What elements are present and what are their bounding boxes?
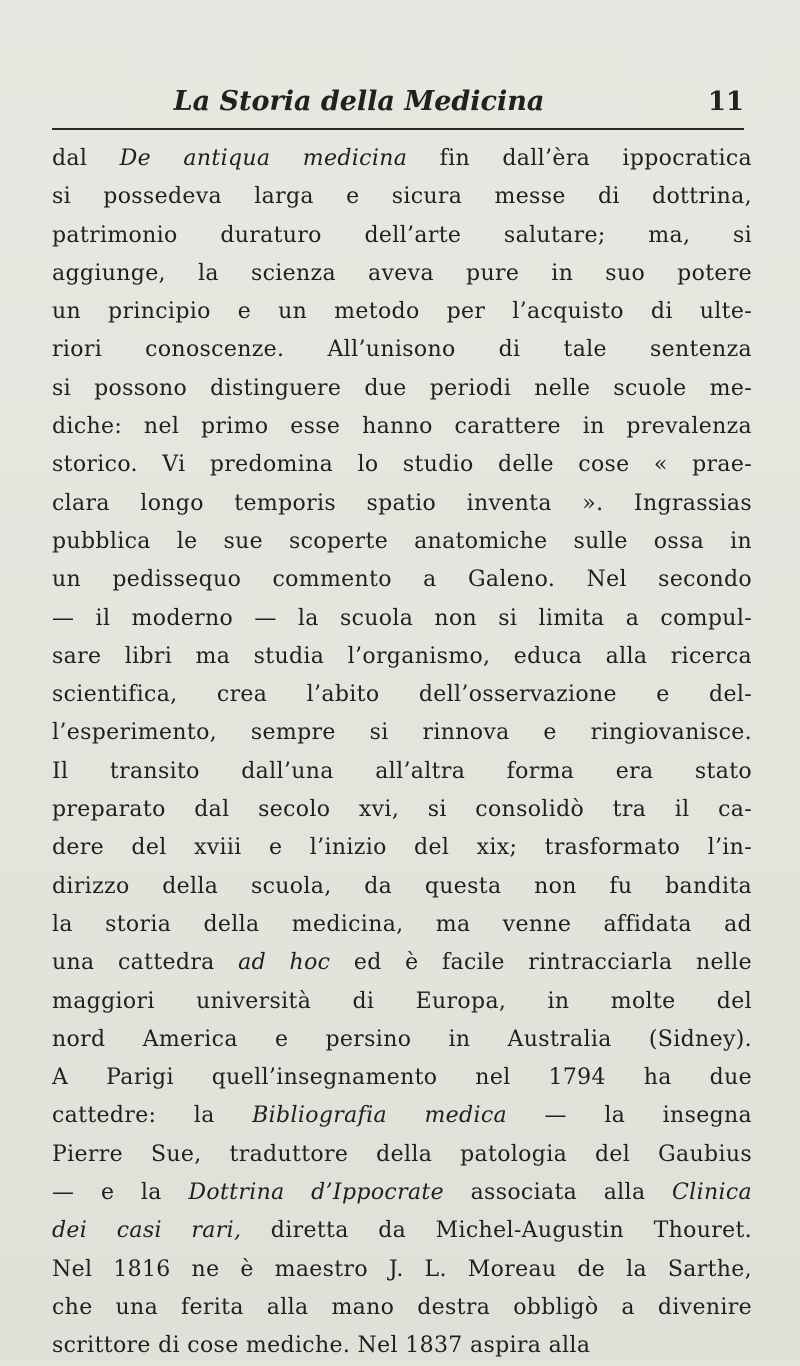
italic-text: ad hoc <box>238 950 331 976</box>
italic-text: Clinica <box>672 1180 752 1206</box>
text-line <box>52 1097 752 1135</box>
text-line <box>52 1059 752 1097</box>
header-rule <box>52 128 744 130</box>
running-head <box>52 82 744 122</box>
text-run: A Parigi quell’insegnamento nel 1794 ha due <box>52 1065 752 1091</box>
text-run: si possedeva larga e sicura messe di dottrina, <box>52 184 752 210</box>
text-line <box>52 676 752 714</box>
text-run: maggiori università di Europa, in molte del <box>52 988 752 1014</box>
text-run: — e la <box>52 1180 189 1206</box>
text-line <box>52 217 752 255</box>
text-line <box>52 1136 752 1174</box>
text-line <box>52 791 752 829</box>
text-run: pubblica le sue scoperte anatomiche sulle ossa in <box>52 528 752 554</box>
text-line <box>52 638 752 676</box>
text-line <box>52 1212 752 1250</box>
italic-text: De antiqua medicina <box>119 146 408 171</box>
text-run: — la insegna <box>507 1103 752 1129</box>
text-run: riori conoscenze. All’unisono di tale sentenza <box>52 337 752 363</box>
text-run: — il moderno — la scuola non si limita a compul- <box>52 605 752 631</box>
text-line <box>52 255 752 293</box>
text-line <box>52 293 752 331</box>
text-line <box>52 1289 752 1327</box>
text-line <box>52 600 752 638</box>
text-line <box>52 408 752 446</box>
text-run: l’esperimento, sempre si rinnova e ringiovanisce. <box>52 720 752 746</box>
text-run: fin dall’èra ippocratica <box>407 146 752 171</box>
text-run: storico. Vi predomina lo studio delle cose « prae- <box>52 452 752 478</box>
text-run: dal <box>52 146 120 171</box>
text-line <box>52 906 752 944</box>
italic-text: dei casi rari, <box>52 1218 242 1244</box>
text-line <box>52 1021 752 1059</box>
text-run: una cattedra <box>52 950 239 976</box>
text-line <box>52 561 752 599</box>
text-line <box>52 1251 752 1289</box>
text-line <box>52 1327 752 1365</box>
text-line <box>52 523 752 561</box>
text-line <box>52 370 752 408</box>
text-line <box>52 983 752 1021</box>
text-run: Pierre Sue, traduttore della patologia del Gaubius <box>52 1141 752 1167</box>
text-run: un principio e un metodo per l’acquisto di ulte- <box>52 299 752 325</box>
text-line <box>52 331 752 369</box>
text-run: aggiunge, la scienza aveva pure in suo potere <box>52 260 752 286</box>
text-run: preparato dal secolo xvi, si consolidò tra il ca- <box>52 797 752 823</box>
text-run: clara longo temporis spatio inventa ». Ingrassias <box>52 490 752 516</box>
body-text <box>52 140 752 1366</box>
page-number: 11 <box>707 87 744 117</box>
text-run: diretta da Michel-Augustin Thouret. <box>241 1218 752 1244</box>
text-run: ed è facile rintracciarla nelle <box>330 950 752 976</box>
text-line <box>52 944 752 982</box>
text-run: nord America e persino in Australia (Sidney). <box>52 1026 752 1052</box>
running-title: La Storia della Medicina <box>173 86 545 117</box>
text-run: cattedre: la <box>52 1103 253 1129</box>
text-line <box>52 446 752 484</box>
text-run: sare libri ma studia l’organismo, educa alla ricerca <box>52 643 752 669</box>
text-run: Nel 1816 ne è maestro J. L. Moreau de la Sarthe, <box>52 1256 752 1282</box>
text-run: si possono distinguere due periodi nelle scuole me- <box>52 375 752 401</box>
text-run: dirizzo della scuola, da questa non fu bandita <box>52 873 752 899</box>
italic-text: Bibliografia medica <box>252 1103 507 1129</box>
text-line <box>52 485 752 523</box>
text-line <box>52 140 752 178</box>
text-run: Il transito dall’una all’altra forma era stato <box>52 758 752 784</box>
text-line <box>52 829 752 867</box>
text-run: che una ferita alla mano destra obbligò a divenire <box>52 1294 752 1320</box>
text-line <box>52 868 752 906</box>
text-run: la storia della medicina, ma venne affidata ad <box>52 911 752 937</box>
text-line <box>52 178 752 216</box>
text-run: scrittore di cose mediche. Nel 1837 aspira alla <box>52 1333 591 1359</box>
text-run: scientifica, crea l’abito dell’osservazione e del- <box>52 682 752 708</box>
italic-text: Dottrina d’Ippocrate <box>188 1180 444 1206</box>
text-run: un pedissequo commento a Galeno. Nel secondo <box>52 567 752 593</box>
text-run: dere del xviii e l’inizio del xix; trasformato l’in- <box>52 835 752 861</box>
text-run: patrimonio duraturo dell’arte salutare; ma, si <box>52 222 752 248</box>
text-line <box>52 714 752 752</box>
text-run: associata alla <box>444 1180 672 1206</box>
text-line <box>52 753 752 791</box>
text-line <box>52 1174 752 1212</box>
text-run: diche: nel primo esse hanno carattere in prevalenza <box>52 414 752 440</box>
